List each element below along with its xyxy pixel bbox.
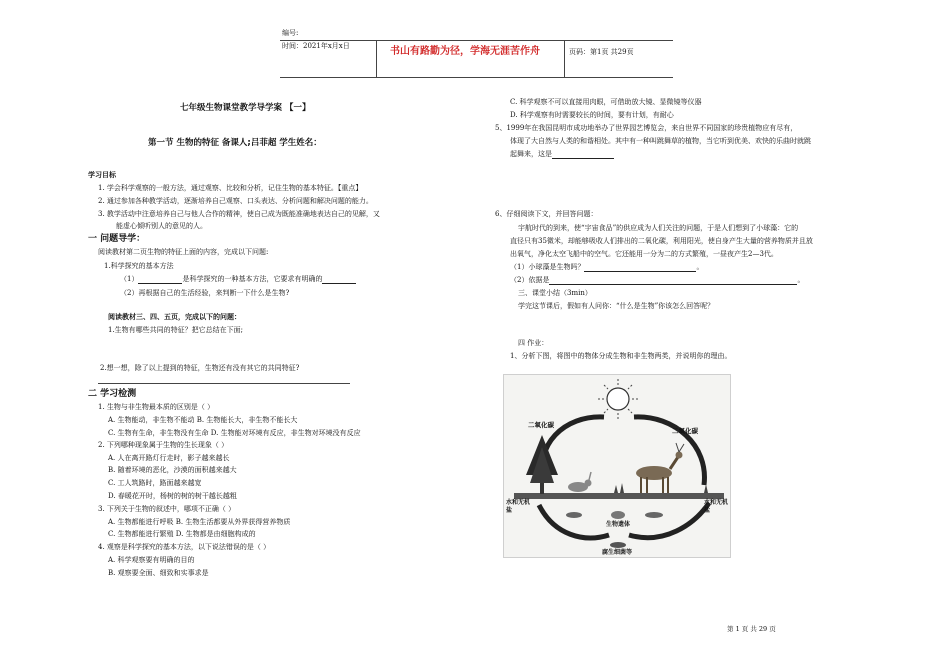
label-water-left: 水和无机盐 <box>506 499 531 514</box>
page-header <box>280 25 673 77</box>
text-span: （1）小球藻是生物吗？ <box>510 263 585 271</box>
text-line: 出氧气，净化太空飞船中的空气。它还能用一分为二的方式繁殖，一昼夜产生2—3代。 <box>510 250 778 258</box>
option-line: C. 生物有生命，非生物没有生命 D. 生物能对环境有反应，非生物对环境没有反应 <box>108 429 361 437</box>
text-line: 学完这节课后，假如有人问你：“什么是生物”你该怎么回答呢？ <box>518 302 715 310</box>
option-line: A. 生物都能进行呼吸 B. 生物生活都要从外界获得营养物质 <box>108 518 291 526</box>
label-remains: 生物遗体 <box>606 521 631 528</box>
question: 1. 生物与非生物最本质的区别是（ ） <box>98 403 215 411</box>
header-rule-bottom <box>280 77 673 78</box>
blank[interactable] <box>322 276 356 284</box>
ground <box>514 493 724 499</box>
rabbit-icon <box>568 472 592 492</box>
fill-blank-line: （1）小球藻是生物吗？ 。 <box>510 263 704 271</box>
blank[interactable] <box>549 277 797 285</box>
cycle-arrow <box>629 503 709 538</box>
cycle-arrow <box>539 505 609 538</box>
option-line: C. 工人筑路时，路面越来越宽 <box>108 479 202 487</box>
text-span: （2）依据是 <box>510 276 550 284</box>
header-rule-top <box>280 40 673 41</box>
fill-blank-line: （2）依据是 。 <box>510 276 805 284</box>
text-line: 宇航时代的到来，使“宇宙食品”的供应成为人们关注的问题，于是人们想到了小球藻：它的 <box>518 224 799 232</box>
text-line: 阅读教材三、四、五页，完成以下的问题： <box>108 312 241 321</box>
question: 2. 下列哪种现象属于生物的生长现象（ ） <box>98 441 229 449</box>
header-divider <box>376 40 377 77</box>
option-line: A. 生物能动，非生物不能动 B. 生物能长大，非生物不能长大 <box>108 416 298 424</box>
time-label: 时间：2021年x月x日 <box>282 42 350 50</box>
divider <box>98 383 350 384</box>
sun-icon <box>598 379 638 419</box>
code-label: 编号: <box>282 29 299 37</box>
label-decomposers: 腐生细菌等 <box>602 549 633 556</box>
text-line: 1、分析下图，将图中的物体分成生物和非生物两类，并说明你的理由。 <box>510 352 732 360</box>
option-line: C. 生物都能进行繁殖 D. 生物都是由细胞构成的 <box>108 530 256 538</box>
text-span: 起舞来，这是 <box>510 150 552 158</box>
text-line: （2）再根据自己的生活经验，来判断一下什么是生物? <box>120 289 290 297</box>
section-heading: 三、课堂小结（3min） <box>518 289 592 297</box>
question: 3. 下列关于生物的叙述中，哪项不正确（ ） <box>98 505 236 513</box>
option-line: A. 科学观察要有明确的目的 <box>108 556 195 564</box>
text-span: （1） <box>120 275 139 283</box>
question: 6、仔细阅读下文，并回答问题： <box>495 210 598 218</box>
blank[interactable] <box>138 276 182 284</box>
text-line: 阅读教材第二页生物的特征上面的内容，完成以下问题: <box>98 248 269 256</box>
text-line: 体现了大自然与人类的和谐相处。其中有一种叫跳舞草的植物，当它听到优美、欢快的乐曲时就跳 <box>510 137 811 145</box>
text-line: 1.生物有哪些共同的特征？把它总结在下面; <box>108 326 244 334</box>
header-divider <box>564 40 565 77</box>
option-line: D. 春暖花开时，杨树的树的树干越长越粗 <box>108 492 237 500</box>
option-line: B. 随着环境的恶化，沙漠的面积越来越大 <box>108 466 237 474</box>
goals-heading: 学习目标 <box>88 171 116 179</box>
text-line: 2.想一想，除了以上提到的特征，生物还有没有其它的共同特征? <box>100 364 300 372</box>
option-line: D. 科学观察有时需要较长的时间，要有计划，有耐心 <box>510 111 674 119</box>
goal-item: 1. 学会科学观察的一般方法，通过观察、比较和分析，记住生物的基本特征。【重点】 <box>98 184 363 192</box>
page-title: 七年级生物课堂教学导学案 【一】 <box>180 103 311 113</box>
page-label: 页码：第1页 共29页 <box>569 48 634 56</box>
remains <box>611 511 625 519</box>
blank[interactable] <box>584 264 696 272</box>
goal-item: 2. 通过参加各种教学活动，逐渐培养自己观察、口头表达、分析问题和解决问题的能力。 <box>98 197 373 205</box>
option-line: A. 人在离开路灯行走时，影子越来越长 <box>108 454 230 462</box>
blank[interactable] <box>552 151 614 159</box>
fill-blank-line <box>510 150 614 159</box>
ecosystem-illustration <box>504 375 732 559</box>
motto: 书山有路勤为径，学海无涯苦作舟 <box>390 46 540 57</box>
tree-icon <box>526 435 558 494</box>
text-line: 1.科学探究的基本方法 <box>104 262 174 270</box>
leaf-litter <box>566 512 582 518</box>
label-co2-left: 二氧化碳 <box>528 421 554 429</box>
leaf-litter <box>645 512 663 518</box>
text-line: 直径只有35微米，却能够吸收人们排出的二氧化碳，利用阳光，使自身产生大量的营养物质并且放 <box>510 237 813 245</box>
question: 5、1999年在我国昆明市成功地举办了世界园艺博览会，来自世界不同国家的珍贵植物应有尽有， <box>495 124 798 132</box>
bacteria <box>610 542 626 548</box>
goal-item: 3. 教学活动中注意培养自己与他人合作的精神，使自己成为既能准确地表达自己的见解，又 <box>98 210 380 218</box>
fill-blank-line <box>120 275 356 284</box>
section-heading: 一 问题导学： <box>88 234 146 244</box>
option-line: B. 观察要全面、细致和实事求是 <box>108 569 209 577</box>
label-water-right: 水和无机盐 <box>704 499 729 514</box>
label-co2-right: 二氧化碳 <box>672 427 698 435</box>
text-span: 是科学探究的一种基本方法，它要求有明确的 <box>182 275 323 283</box>
section-subtitle: 第一节 生物的特征 备课人;吕菲超 学生姓名： <box>148 138 322 148</box>
option-line: C. 科学观察不可以直接用肉眼，可借助放大镜、显微镜等仪器 <box>510 98 702 106</box>
page-footer: 第 1 页 共 29 页 <box>727 625 776 633</box>
section-heading: 四 作业： <box>518 339 549 347</box>
deer-icon <box>636 443 684 493</box>
question: 4. 观察是科学探究的基本方法，以下说法错误的是（ ） <box>98 543 271 551</box>
grass <box>614 483 708 493</box>
section-heading: 二 学习检测 <box>88 389 137 399</box>
goal-item: 能虚心倾听别人的意见的人。 <box>116 222 207 230</box>
ecosystem-diagram <box>503 374 731 558</box>
